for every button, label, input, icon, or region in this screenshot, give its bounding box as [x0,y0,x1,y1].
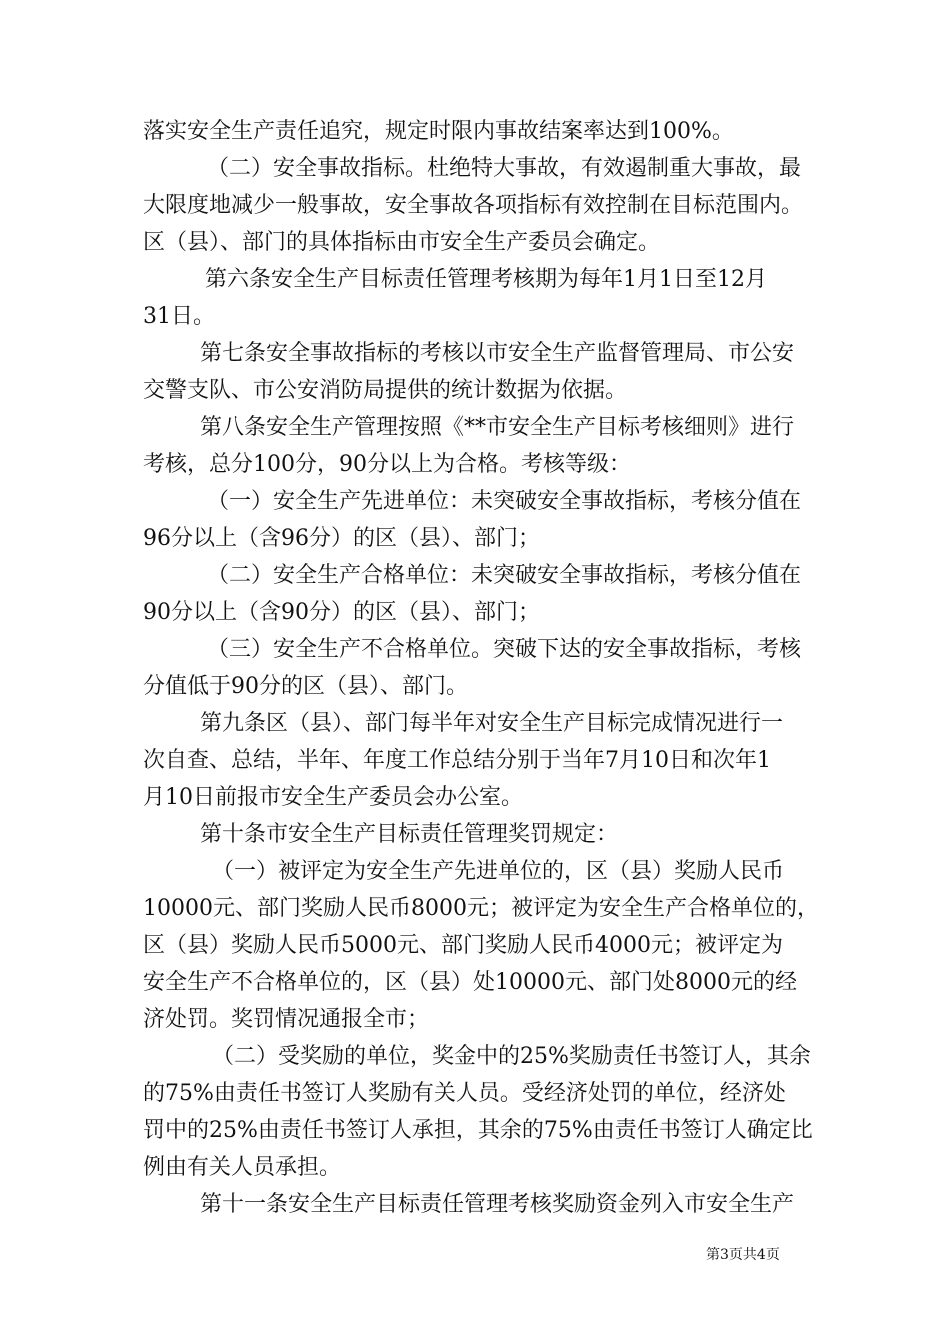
text-line: 第七条安全事故指标的考核以市安全生产监督管理局、市公安 [200,341,795,366]
text-line: 次自查、总结，半年、年度工作总结分别于当年7月10日和次年1 [143,748,771,773]
page-number-footer: 第3页共4页 [706,1247,780,1263]
text-line: 第八条安全生产管理按照《**市安全生产目标考核细则》进行 [200,415,795,440]
text-line: （一）被评定为安全生产先进单位的，区（县）奖励人民币 [212,859,785,884]
text-line: 的75%由责任书签订人奖励有关人员。受经济处罚的单位，经济处 [143,1081,786,1106]
text-line: 分值低于90分的区（县）、部门。 [143,674,468,699]
text-line: （一）安全生产先进单位：未突破安全事故指标，考核分值在 [207,489,802,514]
text-line: 第十条市安全生产目标责任管理奖罚规定： [200,822,619,847]
text-line: 例由有关人员承担。 [143,1155,342,1180]
text-line: 第十一条安全生产目标责任管理考核奖励资金列入市安全生产 [200,1192,795,1217]
text-line: （二）安全生产合格单位：未突破安全事故指标，考核分值在 [207,563,802,588]
text-line: 区（县）、部门的具体指标由市安全生产委员会确定。 [143,230,661,255]
text-line: 10000元、部门奖励人民币8000元；被评定为安全生产合格单位的， [143,896,819,921]
text-line: 安全生产不合格单位的，区（县）处10000元、部门处8000元的经 [143,970,797,995]
text-line: 月10日前报市安全生产委员会办公室。 [143,785,523,810]
text-line: 31日。 [143,304,215,329]
text-line: （三）安全生产不合格单位。突破下达的安全事故指标，考核 [207,637,802,662]
text-line: 交警支队、市公安消防局提供的统计数据为依据。 [143,378,628,403]
text-line: 90分以上（含90分）的区（县）、部门； [143,600,540,625]
text-line: （二）安全事故指标。杜绝特大事故，有效遏制重大事故，最 [207,156,802,181]
text-line: 大限度地减少一般事故，安全事故各项指标有效控制在目标范围内。 [143,193,804,218]
text-line: 落实安全生产责任追究，规定时限内事故结案率达到100%。 [143,119,734,144]
text-line: 罚中的25%由责任书签订人承担，其余的75%由责任书签订人确定比 [143,1118,813,1143]
text-line: 96分以上（含96分）的区（县）、部门； [143,526,540,551]
text-line: 第九条区（县）、部门每半年对安全生产目标完成情况进行一 [200,711,784,736]
text-line: 区（县）奖励人民币5000元、部门奖励人民币4000元；被评定为 [143,933,783,958]
text-line: （二）受奖励的单位，奖金中的25%奖励责任书签订人，其余 [212,1044,811,1069]
text-line: 济处罚。奖罚情况通报全市； [143,1007,430,1032]
text-line: 考核，总分100分，90分以上为合格。考核等级： [143,452,631,477]
text-line: 第六条安全生产目标责任管理考核期为每年1月1日至12月 [205,267,767,292]
